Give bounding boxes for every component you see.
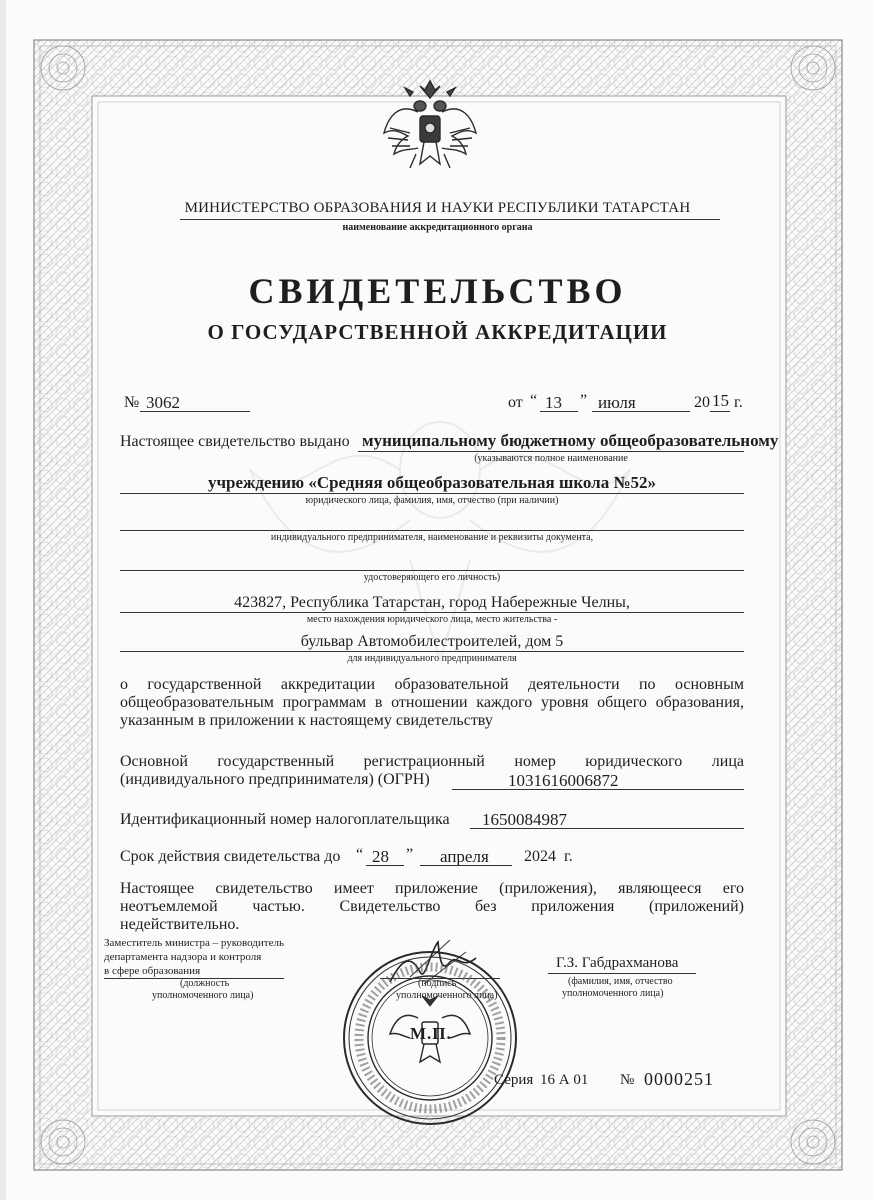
validity-year-unit: г. xyxy=(564,848,573,865)
issue-day: 13 xyxy=(545,393,562,412)
ogrn-label: (индивидуального предпринимателя) (ОГРН) xyxy=(120,771,430,788)
date-from-label: от xyxy=(508,394,523,411)
issued-caption4: удостоверяющего его личность) xyxy=(363,572,501,583)
validity-day: 28 xyxy=(372,847,389,866)
ogrn-underline xyxy=(452,789,744,790)
document-title: СВИДЕТЕЛЬСТВО xyxy=(248,271,627,311)
issued-name-line2: учреждению «Средняя общеобразовательная школа №52» xyxy=(207,473,657,492)
address-caption2: для индивидуального предпринимателя xyxy=(347,653,517,664)
purpose-line3: указанным в приложении к настоящему свидетельству xyxy=(120,712,493,729)
number-underline xyxy=(140,411,250,412)
issued-line2-underline xyxy=(120,493,744,494)
series-number-label: № xyxy=(620,1072,635,1088)
signer-position-line3: в сфере образования xyxy=(104,965,201,977)
coat-of-arms-emblem xyxy=(380,78,480,173)
appendix-line1: Настоящее свидетельство имеет приложение (приложения), являющееся его xyxy=(120,880,744,897)
position-caption2: уполномоченного лица) xyxy=(152,990,254,1001)
position-caption1: (должность xyxy=(180,978,230,989)
address-line2-underline xyxy=(120,651,744,652)
signer-position-line1: Заместитель министра – руководитель xyxy=(104,937,284,949)
issued-caption2: юридического лица, фамилия, имя, отчество (при наличии) xyxy=(305,495,559,506)
address-caption1: место нахождения юридического лица, место жительства - xyxy=(306,614,558,625)
validity-month-underline xyxy=(420,865,512,866)
series-value: 16 А 01 xyxy=(540,1072,589,1088)
issued-label: Настоящее свидетельство выдано xyxy=(120,433,350,450)
signer-position-line2: департамента надзора и контроля xyxy=(104,951,262,963)
name-caption1: (фамилия, имя, отчество xyxy=(568,976,673,987)
issue-year-unit: г. xyxy=(734,394,743,411)
issued-line4-underline xyxy=(120,570,744,571)
date-quote-close: ” xyxy=(580,392,588,409)
ministry-underline xyxy=(180,219,720,220)
signature-caption1: (подпись xyxy=(418,978,457,989)
purpose-line1: о государственной аккредитации образовательной деятельности по основным xyxy=(120,676,744,693)
inn-label: Идентификационный номер налогоплательщика xyxy=(120,811,450,828)
stamp-mp-label: М.П. xyxy=(410,1024,452,1043)
signer-name: Г.З. Габдрахманова xyxy=(556,955,679,971)
issued-caption1: (указываются полное наименование xyxy=(474,453,628,464)
validity-label: Срок действия свидетельства до xyxy=(120,848,341,865)
issue-day-underline xyxy=(540,411,578,412)
address-line1-underline xyxy=(120,612,744,613)
validity-day-underline xyxy=(366,865,404,866)
appendix-line3: недействительно. xyxy=(120,916,240,933)
address-line1: 423827, Республика Татарстан, город Набережные Челны, xyxy=(234,594,630,611)
ministry-name: МИНИСТЕРСТВО ОБРАЗОВАНИЯ И НАУКИ РЕСПУБЛИКИ ТАТАРСТАН xyxy=(184,200,691,216)
issued-name-line1: муниципальному бюджетному общеобразовательному xyxy=(362,431,779,450)
inn-value: 1650084987 xyxy=(482,810,567,829)
address-line2: бульвар Автомобилестроителей, дом 5 xyxy=(300,633,564,650)
number-label: № xyxy=(124,394,140,411)
issue-year-underline xyxy=(710,411,730,412)
validity-year: 2024 xyxy=(524,848,556,865)
issued-line1-underline xyxy=(358,451,744,452)
document-subtitle: О ГОСУДАРСТВЕННОЙ АККРЕДИТАЦИИ xyxy=(207,320,668,344)
validity-month: апреля xyxy=(440,847,489,866)
series-number: 0000251 xyxy=(644,1069,714,1089)
signer-name-underline xyxy=(548,973,696,974)
issue-month-underline xyxy=(592,411,690,412)
issued-caption3: индивидуального предпринимателя, наименование и реквизиты документа, xyxy=(270,532,594,543)
signature-caption2: уполномоченного лица) xyxy=(396,990,498,1001)
ministry-caption: наименование аккредитационного органа xyxy=(342,222,533,233)
issue-year-suffix: 15 xyxy=(712,391,729,410)
ogrn-value: 1031616006872 xyxy=(508,771,619,790)
issue-year-prefix: 20 xyxy=(694,394,710,411)
ogrn-line1: Основной государственный регистрационный номер юридического лица xyxy=(120,753,744,770)
issue-month: июля xyxy=(598,393,636,412)
inn-underline xyxy=(470,828,744,829)
date-quote-open: “ xyxy=(530,392,538,409)
validity-quote-close: ” xyxy=(406,846,414,863)
series-label: Серия xyxy=(494,1072,534,1088)
issued-line3-underline xyxy=(120,530,744,531)
purpose-line2: общеобразовательным программам в отношении каждого уровня общего образования, xyxy=(120,694,744,711)
appendix-line2: неотъемлемой частью. Свидетельство без приложения (приложений) xyxy=(120,898,744,915)
certificate-number: 3062 xyxy=(146,393,180,412)
name-caption2: уполномоченного лица) xyxy=(562,988,664,999)
validity-quote-open: “ xyxy=(356,846,364,863)
